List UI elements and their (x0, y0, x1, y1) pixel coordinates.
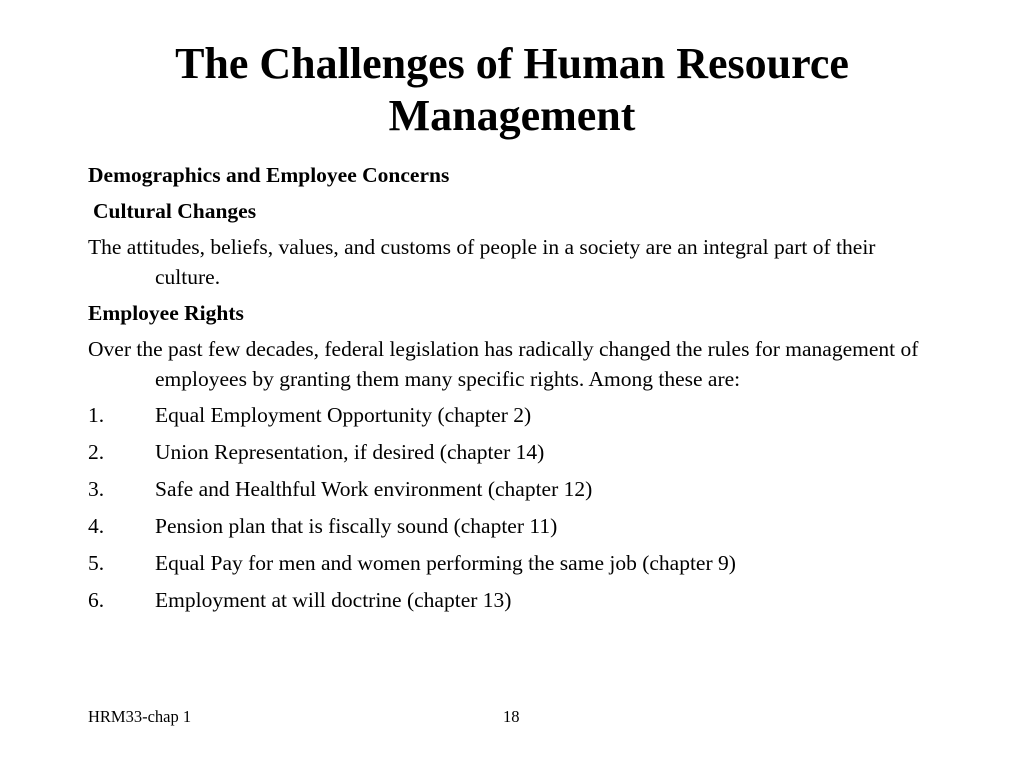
cultural-changes-text: The attitudes, beliefs, values, and customs of people in a society are an integral part of their culture. (88, 235, 876, 289)
slide-body (88, 160, 938, 622)
footer-page-number: 18 (503, 707, 520, 726)
list-item-text: Employment at will doctrine (chapter 13) (155, 588, 512, 612)
list-item-number: 3. (88, 477, 105, 501)
list-item (88, 548, 938, 578)
list-item-text: Safe and Healthful Work environment (chapter 12) (155, 477, 593, 501)
list-item-number: 5. (88, 551, 105, 575)
list-item (88, 437, 938, 467)
slide-title (60, 38, 964, 142)
slide-title-line-1: The Challenges of Human Resource (175, 39, 849, 88)
list-item (88, 474, 938, 504)
list-item-text: Pension plan that is fiscally sound (chapter 11) (155, 514, 558, 538)
list-item (88, 585, 938, 615)
list-item-number: 2. (88, 440, 105, 464)
list-item-number: 6. (88, 588, 105, 612)
slide-title-line-2: Management (388, 91, 636, 140)
employee-rights-text: Over the past few decades, federal legislation has radically changed the rules for management of employees by granting them many specific rights. Among these are: (88, 337, 919, 391)
list-item-text: Union Representation, if desired (chapter 14) (155, 440, 545, 464)
rights-list (88, 400, 938, 615)
employee-rights-heading: Employee Rights (88, 301, 244, 325)
list-item (88, 511, 938, 541)
list-item (88, 400, 938, 430)
section-heading: Demographics and Employee Concerns (88, 163, 450, 187)
footer-course-label: HRM33-chap 1 (88, 707, 192, 726)
list-item-text: Equal Pay for men and women performing the same job (chapter 9) (155, 551, 736, 575)
list-item-number: 1. (88, 403, 105, 427)
cultural-changes-heading: Cultural Changes (93, 199, 257, 223)
list-item-text: Equal Employment Opportunity (chapter 2) (155, 403, 532, 427)
list-item-number: 4. (88, 514, 105, 538)
